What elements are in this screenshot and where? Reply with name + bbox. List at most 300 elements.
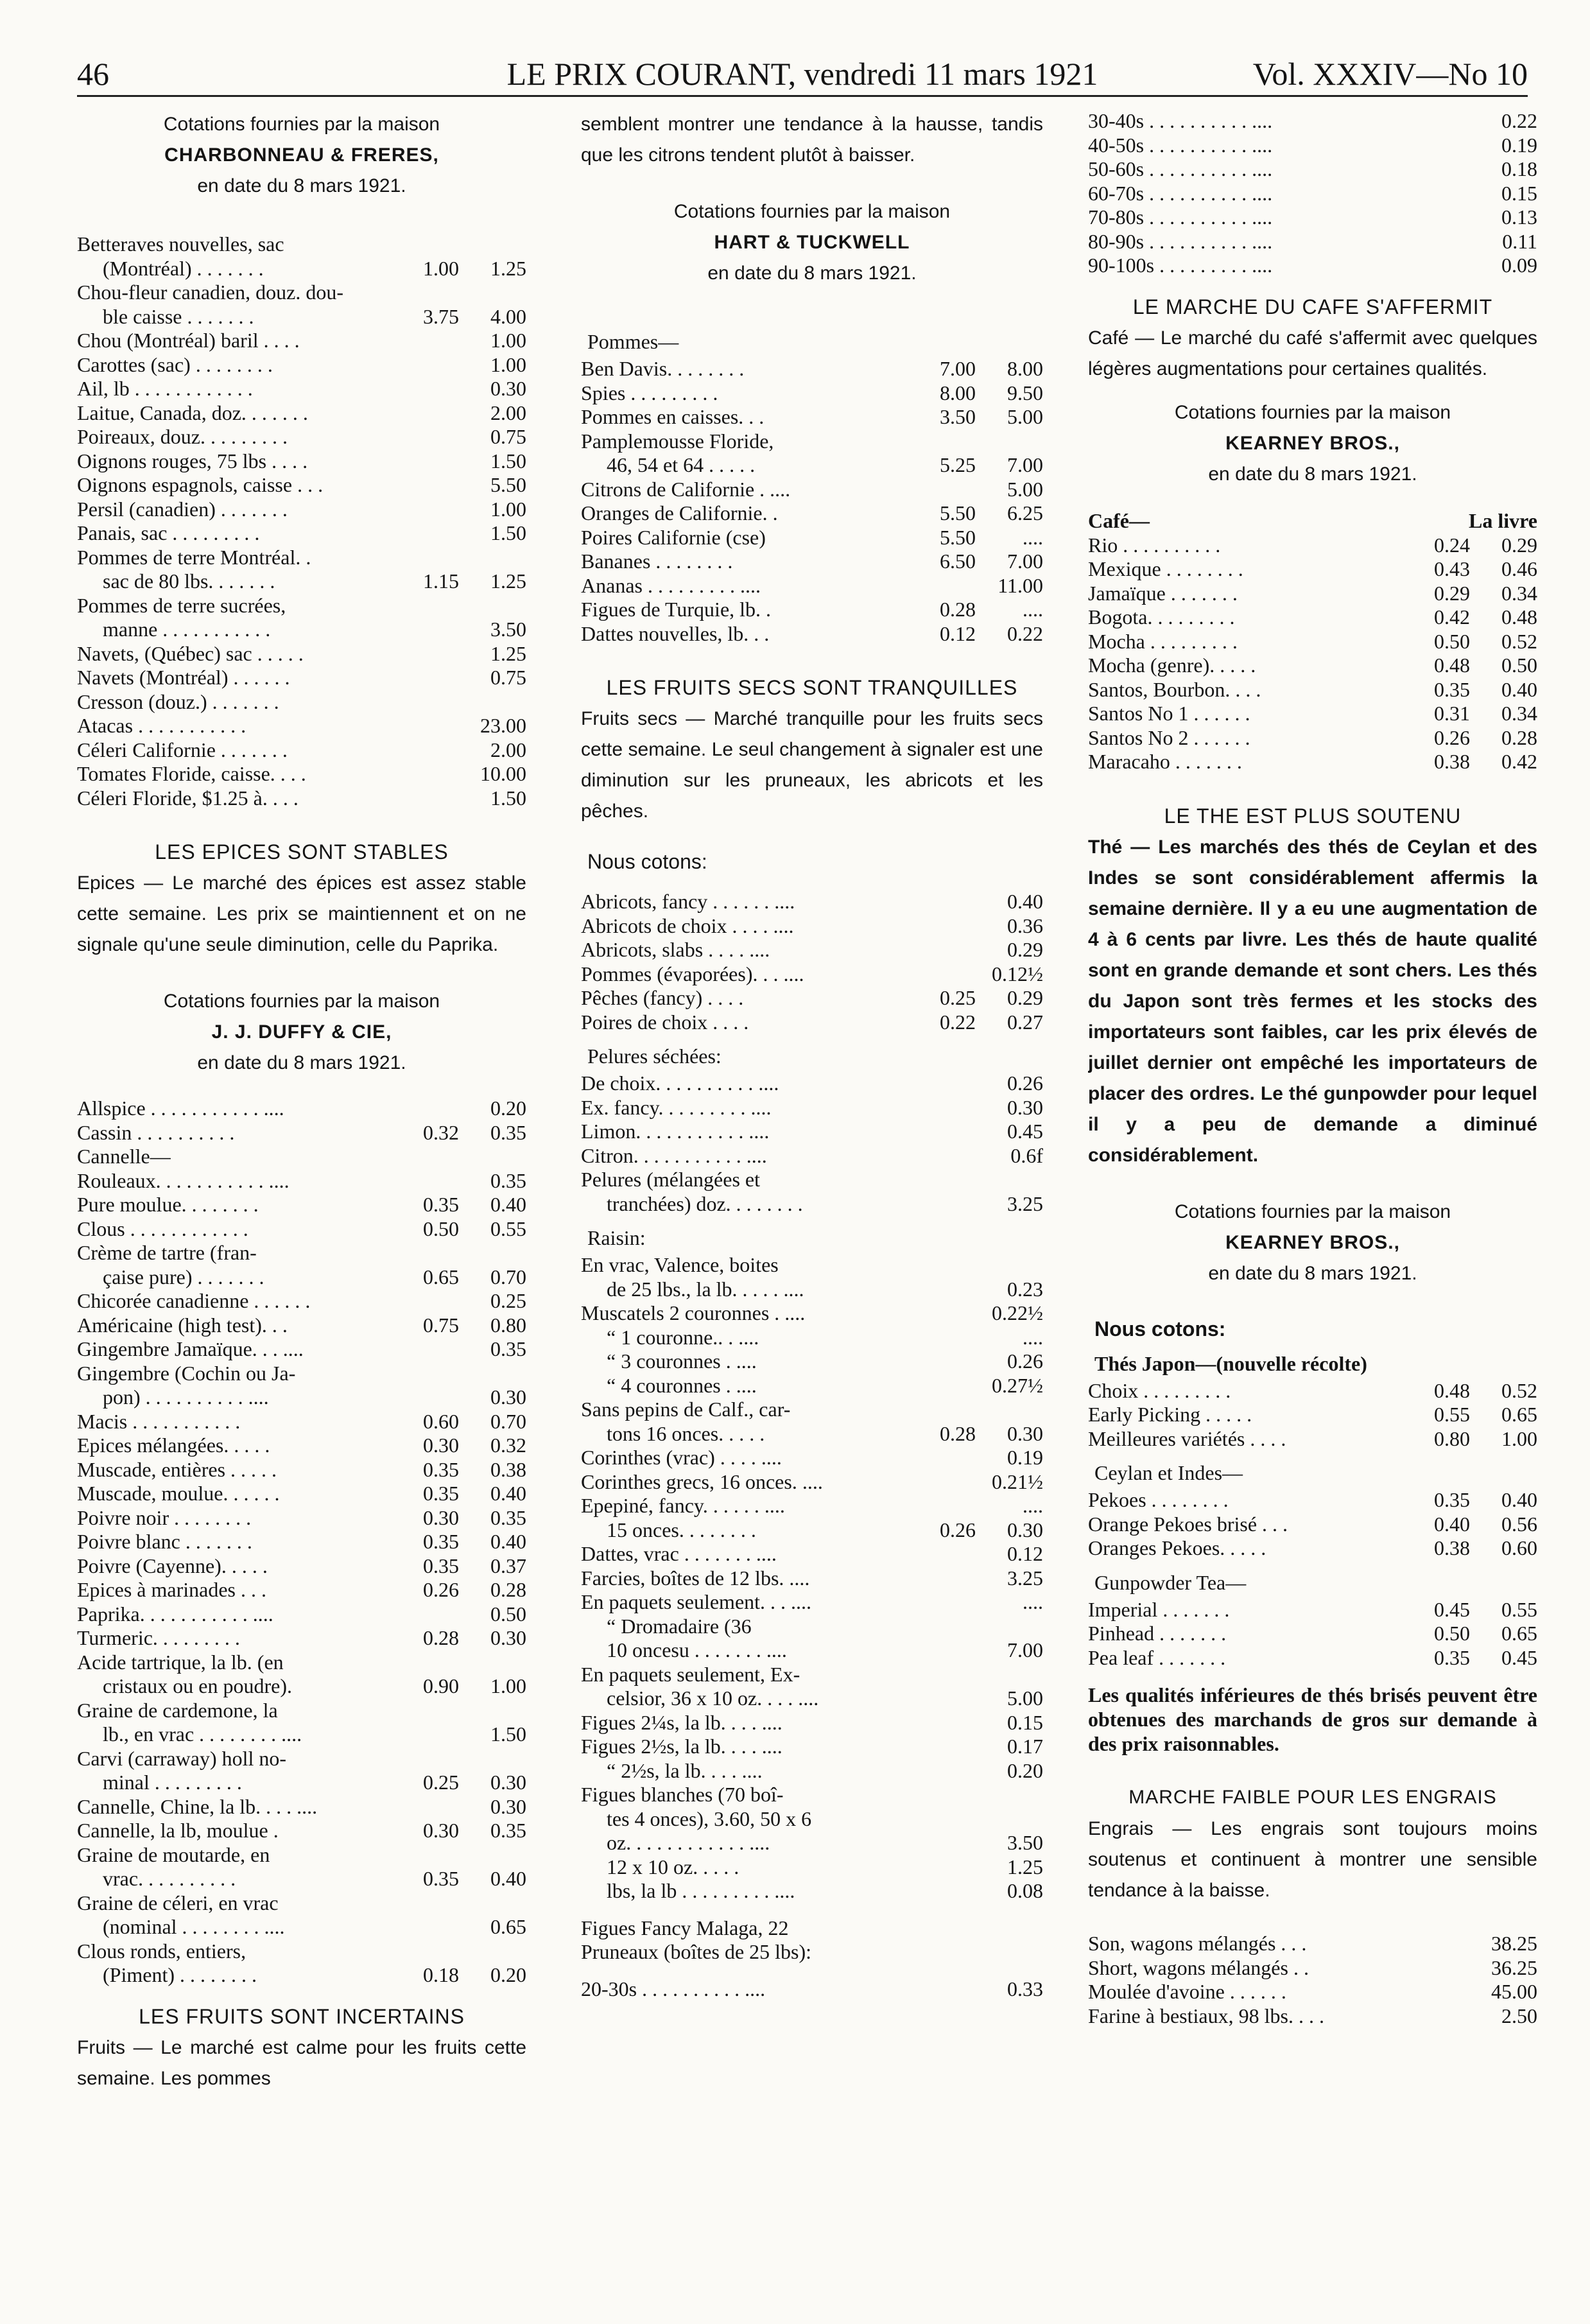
item-label: Figues 2½s, la lb. . . . ....: [581, 1735, 782, 1758]
list-item: [581, 1096, 1043, 1120]
item-price: 23.00: [480, 714, 526, 737]
item-label: cristaux ou en poudre).: [103, 1674, 293, 1697]
list-item: [581, 598, 1043, 622]
list-item: [77, 498, 526, 522]
item-label: Graine de céleri, en vrac: [77, 1891, 279, 1914]
list-item: [581, 478, 1043, 502]
list-item: [581, 1711, 1043, 1735]
item-label: Betteraves nouvelles, sac: [77, 232, 284, 256]
item-label: Farine à bestiaux, 98 lbs. . . .: [1088, 2004, 1324, 2027]
gunpowder-tea-list: [1088, 1598, 1537, 1670]
item-price-low: 0.38: [1434, 1536, 1470, 1559]
item-label: Cannelle, Chine, la lb. . . . ....: [77, 1794, 318, 1818]
item-label: Rouleaux. . . . . . . . . . . ....: [77, 1168, 289, 1192]
item-label: Atacas . . . . . . . . . . .: [77, 714, 246, 737]
item-label: lbs, la lb . . . . . . . . . ....: [607, 1879, 795, 1902]
list-item: [1088, 2004, 1537, 2029]
raisin-list: [581, 1253, 1043, 1903]
list-item: [1088, 1379, 1537, 1403]
list-item: [77, 1145, 526, 1169]
list-item: [77, 786, 526, 811]
item-label: Imperial . . . . . . .: [1088, 1597, 1230, 1621]
item-price-low: 0.75: [423, 1313, 459, 1337]
item-label: Mocha (genre). . . . .: [1088, 654, 1256, 677]
item-price: 0.55: [490, 1217, 526, 1240]
list-item: [1088, 702, 1537, 726]
item-price-low: 5.50: [940, 525, 976, 549]
item-label: Pommes de terre sucrées,: [77, 593, 286, 617]
paragraph-the: Thé — Les marchés des thés de Ceylan et des Indes se sont considérablement affermis la semaine dernière. Il y a eu une augmentation de 4 à 6 cents par livre. Les thés de haute qualité sont en grande demande et sont chers. Les thés du Japon sont très fermes et les stocks des importateurs sont faibles, car les prix élevés de juillet dernier ont empêché les importateurs de placer des ordres. Le thé gunpowder pour lequel il y a peu de demande a diminué considérablement.: [1088, 836, 1537, 1166]
item-price: 0.40: [490, 1193, 526, 1216]
quote-firm: KEARNEY BROS.,: [1225, 1231, 1400, 1253]
list-item: [77, 1939, 526, 1964]
item-label: Muscade, entières . . . . .: [77, 1457, 277, 1481]
item-label: Bogota. . . . . . . . .: [1088, 605, 1235, 629]
item-label: Pommes (évaporées). . . ....: [581, 962, 804, 985]
item-price: 0.12: [1007, 1542, 1043, 1565]
item-price-low: 0.50: [423, 1217, 459, 1240]
list-item: [77, 738, 526, 763]
item-price: 0.28: [490, 1578, 526, 1601]
list-item: [77, 449, 526, 474]
list-item: [581, 1566, 1043, 1591]
item-price: 0.22: [1501, 109, 1537, 132]
list-item: [77, 305, 526, 329]
coffee-list: [1088, 533, 1537, 774]
list-item: [77, 1097, 526, 1121]
item-price: ....: [1023, 1494, 1043, 1517]
list-item: [581, 1422, 1043, 1446]
list-item: [77, 1674, 526, 1699]
item-label: 90-100s . . . . . . . . . ....: [1088, 254, 1273, 277]
item-label: Poivre noir . . . . . . . .: [77, 1505, 252, 1529]
item-label: Oranges Pekoes. . . . .: [1088, 1536, 1266, 1559]
quote-intro: Cotations fournies par la maison: [1174, 1201, 1451, 1222]
section-heading-engrais: MARCHE FAIBLE POUR LES ENGRAIS: [1128, 1787, 1497, 1808]
list-item: [581, 1144, 1043, 1168]
item-price: 0.65: [1501, 1622, 1537, 1645]
item-price: 11.00: [998, 573, 1043, 597]
list-item: [77, 618, 526, 642]
item-price: 0.48: [1501, 605, 1537, 629]
section-heading-epices: LES EPICES SONT STABLES: [155, 840, 449, 863]
list-item: [1088, 1646, 1537, 1670]
list-item: [1088, 1488, 1537, 1513]
item-price: 38.25: [1491, 1932, 1537, 1955]
feed-list: [1088, 1932, 1537, 2028]
item-label: sac de 80 lbs. . . . . . .: [103, 569, 275, 593]
paragraph-epices: Epices — Le marché des épices est assez stable cette semaine. Les prix se maintiennent et on ne signale qu'une seule diminution, celle du Paprika.: [77, 872, 526, 955]
item-price-low: 0.18: [423, 1963, 459, 1986]
list-item: [77, 546, 526, 570]
list-item: [581, 574, 1043, 598]
item-label: Clous ronds, entiers,: [77, 1939, 246, 1963]
list-item: [77, 1169, 526, 1193]
item-label: En paquets seulement, Ex-: [581, 1662, 800, 1686]
item-label: (Montréal) . . . . . . .: [103, 256, 264, 280]
item-price: 0.35: [490, 1337, 526, 1360]
list-item: [581, 1542, 1043, 1566]
item-price: 2.00: [490, 401, 526, 424]
item-price: 0.18: [1501, 157, 1537, 180]
item-label: Chicorée canadienne . . . . . .: [77, 1289, 311, 1312]
item-price-low: 0.30: [423, 1819, 459, 1842]
item-label: Dattes, vrac . . . . . . . ....: [581, 1542, 777, 1565]
prune-list-continued: [1088, 109, 1537, 278]
item-label: En paquets seulement. . . ....: [581, 1590, 812, 1613]
item-price: 0.20: [490, 1963, 526, 1986]
item-label: oz. . . . . . . . . . . . ....: [607, 1831, 770, 1854]
item-label: Pommes en caisses. . .: [581, 405, 765, 428]
item-price: 0.34: [1501, 581, 1537, 605]
item-price: 0.40: [1007, 890, 1043, 913]
list-item: [77, 714, 526, 738]
list-item: [581, 914, 1043, 939]
item-price-low: 0.35: [423, 1193, 459, 1216]
list-item: [77, 1963, 526, 1988]
column-1: [77, 109, 526, 2292]
item-label: vrac. . . . . . . . . .: [103, 1867, 236, 1890]
item-label: “ 3 couronnes . ....: [607, 1349, 757, 1373]
list-item: [1088, 157, 1537, 182]
list-item: [581, 1446, 1043, 1470]
list-item: [581, 1168, 1043, 1192]
item-label: tes 4 onces), 3.60, 50 x 6: [607, 1807, 812, 1830]
list-item: [581, 429, 1043, 454]
list-item: [1088, 1932, 1537, 1956]
item-price: 0.33: [1007, 1977, 1043, 2000]
item-label: Pekoes . . . . . . . .: [1088, 1488, 1229, 1511]
item-price: 0.30: [490, 1794, 526, 1818]
item-price: 1.25: [490, 641, 526, 665]
item-price: 0.29: [1501, 533, 1537, 557]
list-item: [77, 1265, 526, 1290]
list-item: [581, 1783, 1043, 1807]
section-heading-fruits: LES FRUITS SONT INCERTAINS: [139, 2004, 465, 2028]
item-price-low: 7.00: [940, 357, 976, 380]
list-item: [581, 890, 1043, 914]
item-label: 60-70s . . . . . . . . . . ....: [1088, 181, 1273, 205]
list-item: [1088, 1536, 1537, 1561]
item-label: Oranges de Californie. .: [581, 501, 778, 525]
list-item: [581, 1615, 1043, 1639]
list-item: [1088, 630, 1537, 654]
item-label: Pamplemousse Floride,: [581, 429, 774, 453]
item-label: Figues 2¼s, la lb. . . . ....: [581, 1710, 782, 1734]
item-label: lb., en vrac . . . . . . . . ....: [103, 1722, 302, 1746]
quote-intro: Cotations fournies par la maison: [673, 201, 951, 222]
item-price-low: 0.26: [940, 1518, 976, 1541]
list-item: [581, 1663, 1043, 1687]
dried-fruit-list: [581, 890, 1043, 1034]
item-label: Cannelle, la lb, moulue .: [77, 1819, 279, 1842]
quote-intro: Cotations fournies par la maison: [1174, 401, 1451, 423]
volume-number: Vol. XXXIV—No 10: [1252, 56, 1528, 92]
paragraph-engrais: Engrais — Les engrais sont toujours moins soutenus et continuent à montrer une sensible tendance à la baisse.: [1088, 1818, 1537, 1901]
item-label: Pure moulue. . . . . . . .: [77, 1193, 259, 1216]
list-item: [77, 425, 526, 449]
list-item: [77, 1506, 526, 1531]
paragraph-fruits-continued: semblent montrer une tendance à la hausse, tandis que les citrons tendent plutôt à baisser.: [581, 114, 1043, 166]
list-item: [77, 1217, 526, 1242]
item-price: 1.50: [490, 521, 526, 544]
item-price: 0.56: [1501, 1512, 1537, 1536]
item-price: 0.15: [1501, 181, 1537, 205]
quotation-source-charbonneau: [77, 109, 526, 202]
item-price-low: 0.29: [1434, 581, 1470, 605]
item-price: 0.35: [490, 1120, 526, 1144]
item-label: Short, wagons mélangés . .: [1088, 1955, 1309, 1979]
item-price: 0.13: [1501, 205, 1537, 229]
subheading-pelures: Pelures séchées:: [587, 1045, 722, 1068]
item-label: Abricots de choix . . . . ....: [581, 914, 794, 937]
item-price-low: 0.12: [940, 621, 976, 645]
item-price: 0.20: [490, 1097, 526, 1120]
list-item: [1088, 134, 1537, 158]
subheading-pommes: Pommes—: [587, 330, 679, 353]
list-item: [581, 550, 1043, 574]
item-label: Maracaho . . . . . . .: [1088, 750, 1242, 773]
item-price: 0.08: [1007, 1879, 1043, 1902]
item-price: 5.00: [1007, 477, 1043, 501]
list-item: [581, 1638, 1043, 1663]
item-label: Figues de Turquie, lb. .: [581, 598, 772, 621]
list-item: [581, 1349, 1043, 1374]
item-price: 0.40: [490, 1867, 526, 1890]
item-price-low: 0.25: [940, 986, 976, 1009]
item-label: tons 16 onces. . . . .: [607, 1421, 765, 1445]
item-price: 0.17: [1007, 1735, 1043, 1758]
item-price: 3.25: [1007, 1566, 1043, 1590]
item-label: Américaine (high test). . .: [77, 1313, 288, 1337]
quote-firm: HART & TUCKWELL: [714, 232, 910, 253]
cafe-unit: La livre: [1469, 508, 1537, 532]
list-item: [77, 1241, 526, 1265]
item-label: Gingembre (Cochin ou Ja-: [77, 1361, 296, 1385]
item-price: 0.22: [1007, 621, 1043, 645]
item-label: Chou-fleur canadien, douz. dou-: [77, 281, 343, 304]
item-price: 0.40: [1501, 1488, 1537, 1511]
item-label: Rio . . . . . . . . . .: [1088, 533, 1221, 557]
item-label: (Piment) . . . . . . . .: [103, 1963, 257, 1986]
item-price: 0.26: [1007, 1071, 1043, 1095]
item-price-low: 0.42: [1434, 605, 1470, 629]
item-label: Acide tartrique, la lb. (en: [77, 1650, 284, 1674]
list-item: [1088, 750, 1537, 774]
item-price-low: 0.65: [423, 1265, 459, 1288]
list-item: [77, 1699, 526, 1723]
item-price: 0.52: [1501, 629, 1537, 653]
item-label: Allspice . . . . . . . . . . . ....: [77, 1097, 284, 1120]
section-heading-the: LE THE EST PLUS SOUTENU: [1164, 804, 1462, 828]
list-item: [77, 1795, 526, 1819]
item-price: 0.21½: [992, 1470, 1043, 1493]
item-label: Panais, sac . . . . . . . . .: [77, 521, 260, 544]
list-item: [77, 1530, 526, 1554]
item-price: 0.20: [1007, 1758, 1043, 1782]
japan-tea-list: [1088, 1379, 1537, 1452]
cafe-heading: Café—: [1088, 508, 1150, 532]
item-price-low: 0.90: [423, 1674, 459, 1697]
item-price: 0.45: [1007, 1120, 1043, 1143]
list-item: [77, 1819, 526, 1843]
item-label: Gingembre Jamaïque. . . ....: [77, 1337, 304, 1360]
item-price-low: 0.30: [423, 1505, 459, 1529]
item-label: Crème de tartre (fran-: [77, 1241, 257, 1264]
list-item: [581, 1494, 1043, 1518]
quote-date: en date du 8 mars 1921.: [707, 263, 917, 284]
item-price-low: 0.32: [423, 1120, 459, 1144]
list-item: [77, 762, 526, 786]
item-label: Céleri Floride, $1.25 à. . . .: [77, 786, 298, 810]
item-price: 0.22½: [992, 1301, 1043, 1324]
item-price: 0.15: [1007, 1710, 1043, 1734]
item-label: Limon. . . . . . . . . . . ....: [581, 1120, 770, 1143]
item-price-low: 0.50: [1434, 629, 1470, 653]
list-item: [581, 1278, 1043, 1302]
item-label: Sans pepins de Calf., car-: [581, 1398, 791, 1421]
item-price: 0.75: [490, 666, 526, 689]
list-item: [1088, 1956, 1537, 1981]
item-price-low: 0.35: [423, 1554, 459, 1577]
item-price: 0.11: [1502, 229, 1537, 253]
item-label: tranchées) doz. . . . . . . .: [607, 1192, 803, 1215]
item-price: 1.50: [490, 1722, 526, 1746]
item-price: 0.60: [1501, 1536, 1537, 1559]
item-price: 0.70: [490, 1265, 526, 1288]
quote-intro: Cotations fournies par la maison: [163, 114, 440, 135]
item-price: 0.45: [1501, 1645, 1537, 1669]
item-price: 3.50: [1007, 1831, 1043, 1854]
list-item: [581, 501, 1043, 526]
item-label: Turmeric. . . . . . . . .: [77, 1626, 240, 1649]
item-price: 0.12½: [992, 962, 1043, 985]
item-price: 1.00: [490, 352, 526, 376]
subheading-nous-cotons: Nous cotons:: [587, 850, 707, 873]
item-label: Corinthes (vrac) . . . . ....: [581, 1446, 782, 1469]
item-label: Santos No 1 . . . . . .: [1088, 702, 1250, 725]
list-item: [77, 1602, 526, 1627]
item-price-low: 0.50: [1434, 1622, 1470, 1645]
item-price: 0.19: [1007, 1446, 1043, 1469]
item-label: Mexique . . . . . . . .: [1088, 557, 1243, 580]
item-label: Navets, (Québec) sac . . . . .: [77, 641, 304, 665]
item-price: 0.50: [1501, 654, 1537, 677]
item-label: Early Picking . . . . .: [1088, 1403, 1252, 1426]
item-price: 10.00: [480, 762, 526, 785]
spice-list: [77, 1097, 526, 1988]
item-label: Oignons rouges, 75 lbs . . . .: [77, 449, 308, 473]
list-item: [77, 594, 526, 618]
item-price: 0.35: [490, 1819, 526, 1842]
item-price: 0.30: [490, 1385, 526, 1409]
item-label: 30-40s . . . . . . . . . . ....: [1088, 109, 1273, 132]
list-item: [77, 666, 526, 690]
subheading-ceylan: Ceylan et Indes—: [1094, 1461, 1243, 1484]
item-price: ....: [1023, 598, 1043, 621]
item-label: Oignons espagnols, caisse . . .: [77, 473, 324, 496]
quotation-source-hart: [581, 196, 1043, 289]
item-price: 1.00: [490, 497, 526, 521]
quote-firm: KEARNEY BROS.,: [1225, 432, 1400, 454]
list-item: [1088, 557, 1537, 582]
list-item: [77, 690, 526, 715]
list-item: [581, 1807, 1043, 1832]
list-item: [77, 353, 526, 377]
list-item: [581, 1253, 1043, 1278]
item-label: Farcies, boîtes de 12 lbs. ....: [581, 1566, 810, 1590]
item-price: 0.36: [1007, 914, 1043, 937]
item-label: Carottes (sac) . . . . . . . .: [77, 352, 273, 376]
list-item: [77, 521, 526, 546]
item-label: Ben Davis. . . . . . . .: [581, 357, 745, 380]
item-price: ....: [1023, 1325, 1043, 1349]
item-price-low: 0.25: [423, 1771, 459, 1794]
item-label: Bananes . . . . . . . .: [581, 550, 733, 573]
list-item: [581, 986, 1043, 1010]
list-item: [77, 473, 526, 498]
item-price: 7.00: [1007, 550, 1043, 573]
item-label: “ 2½s, la lb. . . . ....: [607, 1758, 763, 1782]
item-price: 0.32: [490, 1434, 526, 1457]
item-label: 10 oncesu . . . . . . . ....: [607, 1638, 787, 1661]
item-price: 0.30: [490, 377, 526, 400]
item-label: ble caisse . . . . . . .: [103, 304, 254, 328]
item-label: Tomates Floride, caisse. . . .: [77, 762, 306, 785]
item-price: ....: [1023, 525, 1043, 549]
item-price-low: 0.55: [1434, 1403, 1470, 1426]
header-rule: [77, 95, 1528, 97]
item-price: 0.50: [490, 1602, 526, 1626]
item-label: Corinthes grecs, 16 onces. ....: [581, 1470, 823, 1493]
item-label: Cassin . . . . . . . . . .: [77, 1120, 235, 1144]
item-price: 0.19: [1501, 133, 1537, 157]
item-price-low: 6.50: [940, 550, 976, 573]
item-price-low: 0.28: [423, 1626, 459, 1649]
paragraph-fruits-secs: Fruits secs — Marché tranquille pour les fruits secs cette semaine. Le seul changement à signaler est une diminution sur les pruneaux, les abricots et les pêches.: [581, 708, 1043, 822]
list-item: [1088, 1980, 1537, 2004]
item-label: manne . . . . . . . . . . .: [103, 618, 271, 641]
item-price: 3.25: [1007, 1192, 1043, 1215]
list-item: [581, 962, 1043, 987]
item-label: Cannelle—: [77, 1145, 171, 1168]
item-label: çaise pure) . . . . . . .: [103, 1265, 264, 1288]
list-item: [77, 281, 526, 305]
list-item: [1088, 605, 1537, 630]
list-item: [1088, 1403, 1537, 1427]
list-item: [77, 1771, 526, 1795]
quote-date: en date du 8 mars 1921.: [197, 175, 406, 196]
item-price: 0.28: [1501, 725, 1537, 749]
item-label: Poivre blanc . . . . . . .: [77, 1530, 252, 1553]
item-label: Pelures (mélangées et: [581, 1168, 760, 1191]
ceylon-tea-list: [1088, 1488, 1537, 1561]
item-label: Céleri Californie . . . . . . .: [77, 738, 288, 761]
list-item: [1088, 182, 1537, 206]
prune-list: [581, 1977, 1043, 2002]
item-label: 12 x 10 oz. . . . .: [607, 1855, 739, 1878]
item-label: Pinhead . . . . . . .: [1088, 1622, 1227, 1645]
item-label: 46, 54 et 64 . . . . .: [607, 453, 756, 476]
list-item: [77, 1193, 526, 1217]
quotation-source-kearney-the: [1088, 1197, 1537, 1289]
item-price: 5.50: [490, 473, 526, 496]
quote-date: en date du 8 mars 1921.: [197, 1052, 406, 1073]
item-price-low: 0.40: [1434, 1512, 1470, 1536]
item-price-low: 0.35: [1434, 677, 1470, 701]
item-label: pon) . . . . . . . . . . ....: [103, 1385, 269, 1409]
list-item: [1088, 1622, 1537, 1646]
